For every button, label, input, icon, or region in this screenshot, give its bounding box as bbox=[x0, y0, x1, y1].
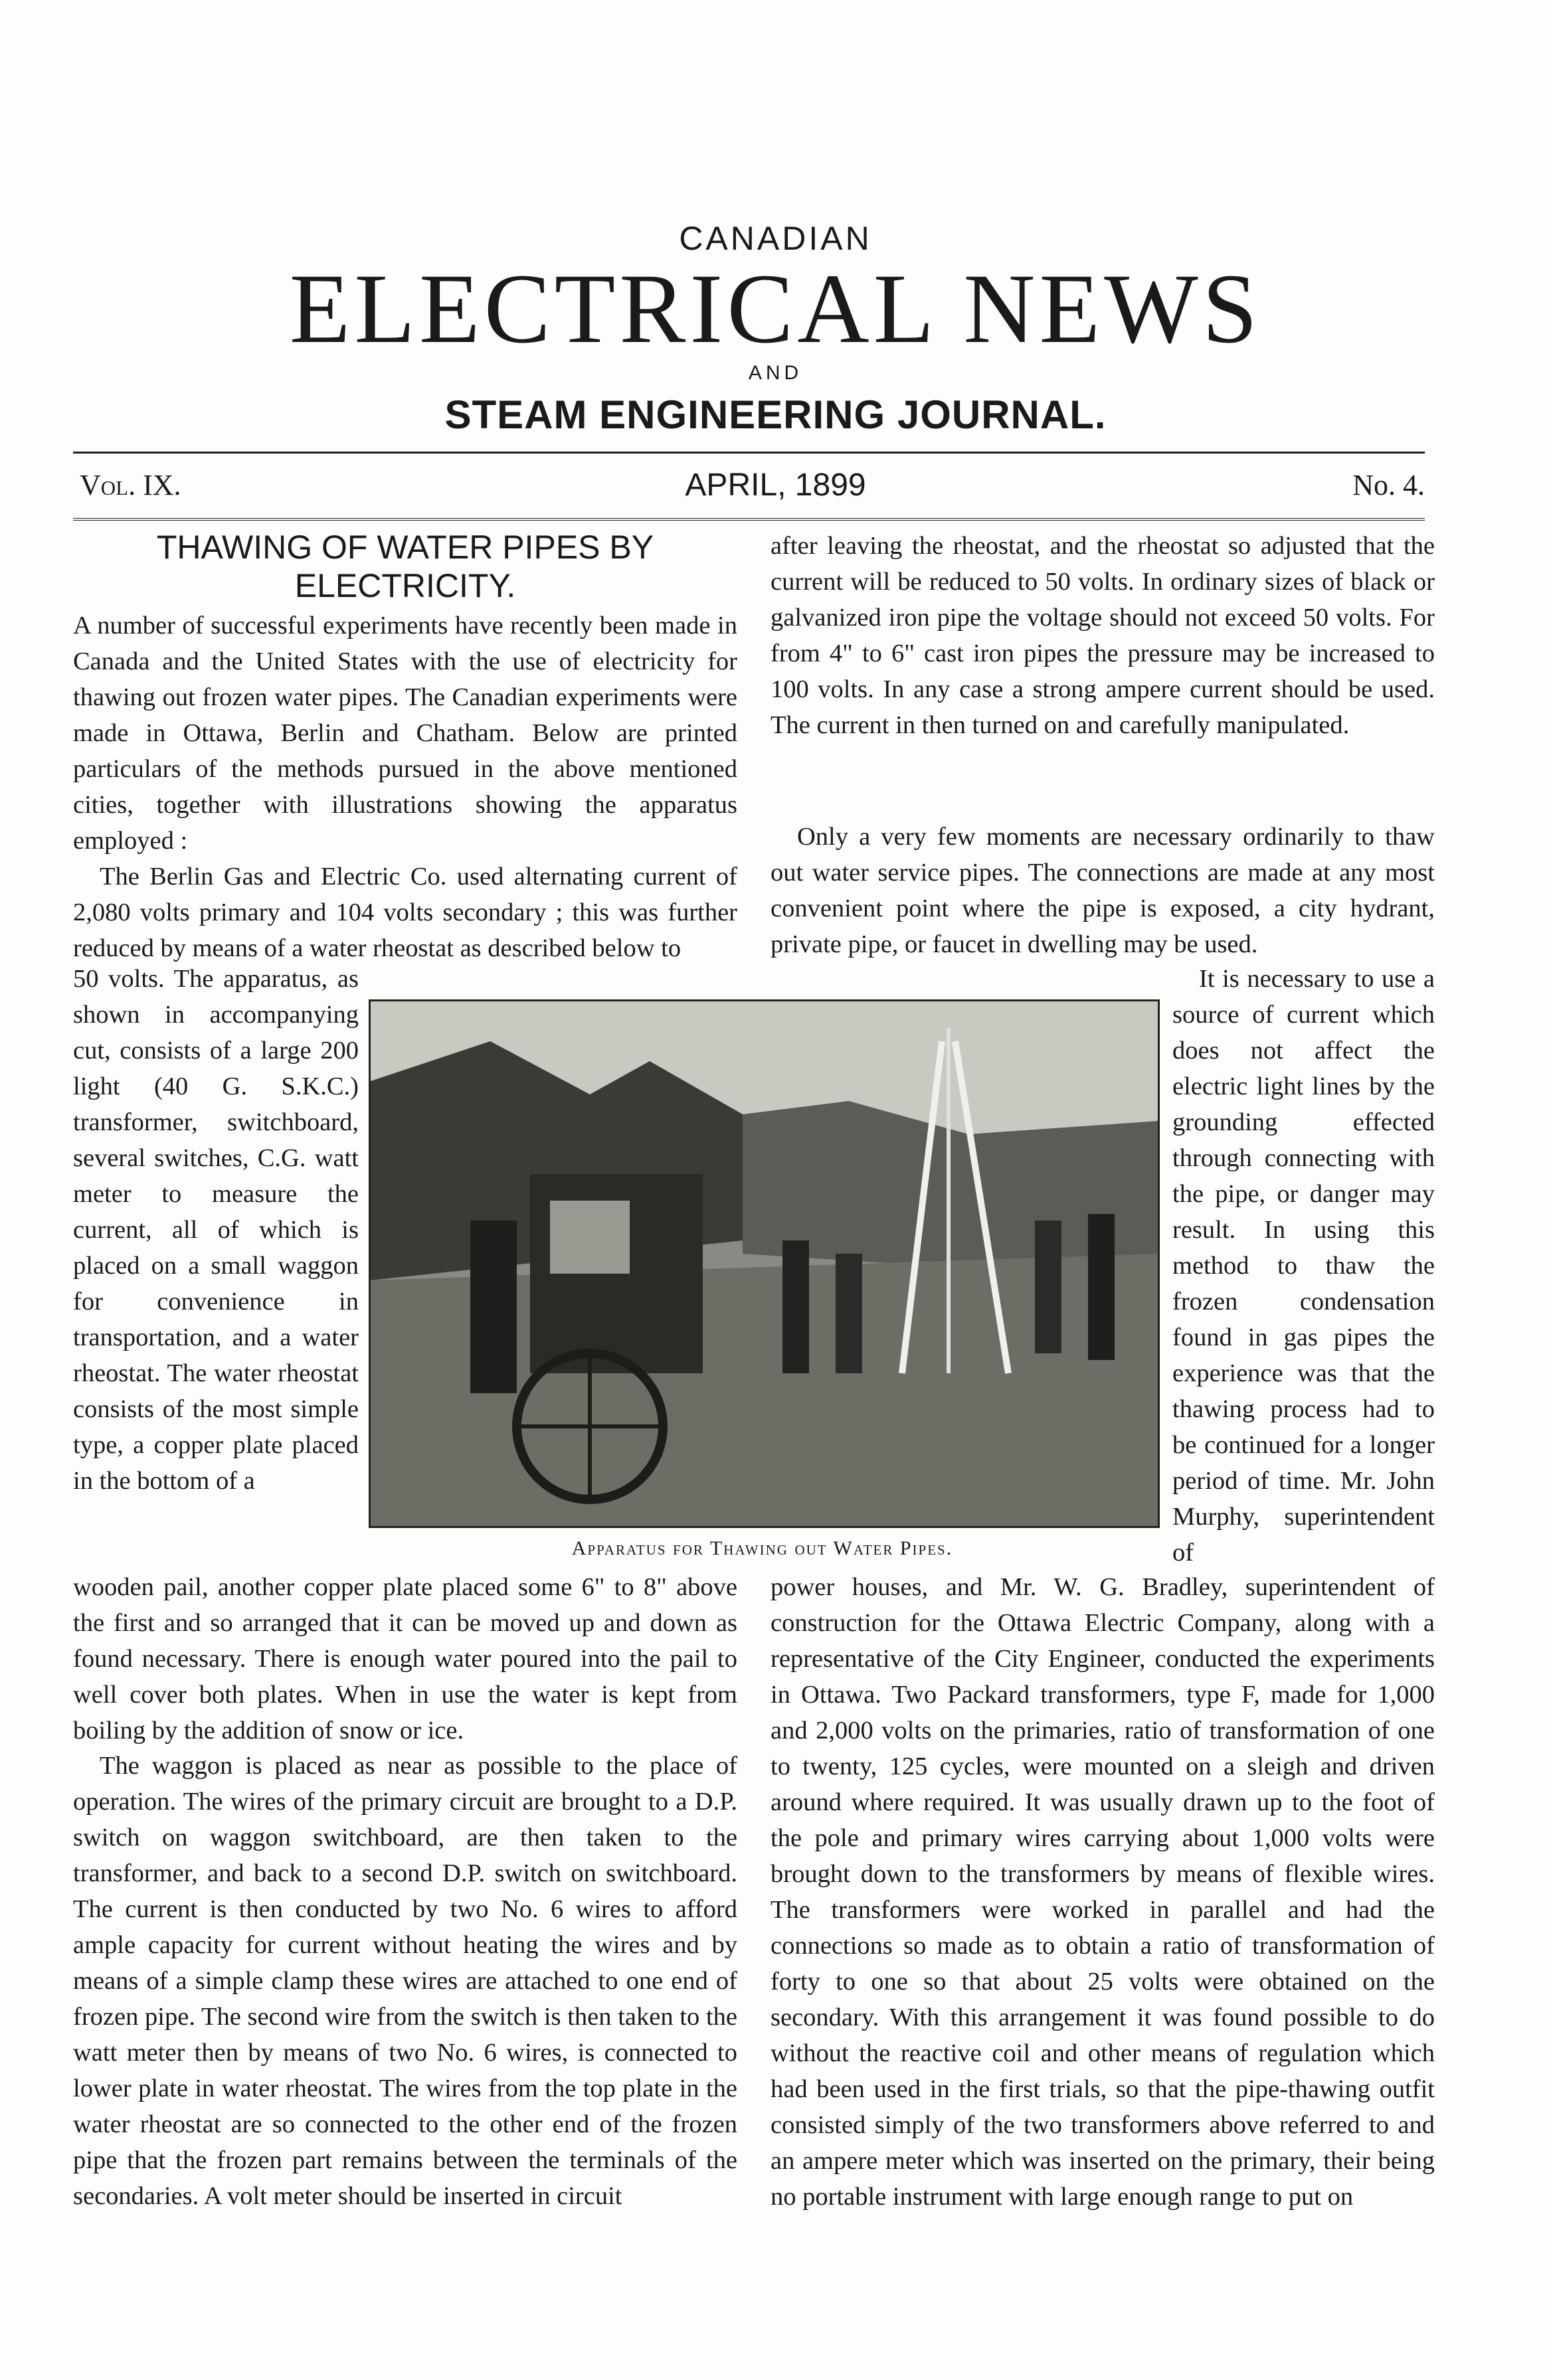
paragraph-rheostat: after leaving the rheostat, and the rheostat so adjusted that the current will be reduced to 50 volts. In ordinary sizes of black or galvanized iron pipe the voltage should not exceed 50 volts. For from 4" to 6" cast iron pipes the pressure may be increased to 100 volts. In any case a strong ampere current should be used. The current in then turned on and carefully manipulated. bbox=[771, 532, 1435, 739]
article-photo bbox=[369, 999, 1160, 1528]
right-column-top bbox=[771, 528, 1435, 743]
paragraph-pail: wooden pail, another copper plate placed some 6" to 8" above the first and so arranged that it can be moved up and down as found necessary. There is enough water poured into the pail to well cover both plates. When in use the water is kept from boiling by the addition of snow or ice. bbox=[73, 1573, 737, 1744]
volume-label: Vol. IX. bbox=[80, 469, 181, 501]
masthead-title: ELECTRICAL NEWS bbox=[289, 254, 1262, 364]
issue-date: APRIL, 1899 bbox=[685, 468, 866, 503]
left-column-top bbox=[73, 608, 737, 966]
right-column-bottom bbox=[771, 1569, 1435, 2215]
masthead-rule-bottom bbox=[73, 518, 1425, 521]
left-column-bottom-2 bbox=[73, 1748, 737, 2214]
paragraph-moments: Only a very few moments are necessary ordinarily to thaw out water service pipes. The connections are made at any most convenient point where the pipe is exposed, a city hydrant, private pipe, or faucet in dwelling may be used. bbox=[771, 823, 1435, 958]
left-column-bottom bbox=[73, 1569, 737, 1748]
masthead-and: AND bbox=[748, 362, 803, 384]
right-column-narrow bbox=[1172, 961, 1435, 1571]
paragraph-source: It is necessary to use a source of current which does not affect the electric light lines by the grounding effected through connecting with the pipe, or danger may result. In using this method to thaw the frozen condensation found in gas pipes the experience was that the thawing process had to be continued for a longer period of time. Mr. John Murphy, superintendent of bbox=[1172, 965, 1435, 1567]
masthead-rule-top bbox=[73, 452, 1425, 454]
masthead-subtitle: STEAM ENGINEERING JOURNAL. bbox=[444, 392, 1107, 437]
article-headline: THAWING OF WATER PIPES BY ELECTRICITY. bbox=[156, 529, 654, 604]
paragraph-waggon: The waggon is placed as near as possible to the place of operation. The wires of the primary circuit are brought to a D.P. switch on waggon switchboard, are then taken to the transformer, and back to a second D.P. switch on switchboard. The current is then conducted by two No. 6 wires to afford ample capacity for current without heating the wires and by means of a simple clamp these wires are attached to one end of frozen pipe. The second wire from the switch is then taken to the watt meter then by means of two No. 6 wires, is connected to lower plate in water rheostat. The wires from the top plate in the water rheostat are so connected to the other end of the frozen pipe that the frozen part remains between the terminals of the secondaries. A volt meter should be inserted in circuit bbox=[73, 1752, 737, 2210]
paragraph-ottawa: power houses, and Mr. W. G. Bradley, superintendent of construction for the Ottawa Electric Company, along with a representative of the City Engineer, conducted the experiments in Ottawa. Two Packard transformers, type F, made for 1,000 and 2,000 volts on the primaries, ratio of transformation of one to twenty, 125 cycles, were mounted on a sleigh and driven around where required. It was usually drawn up to the foot of the pole and primary wires carrying about 1,000 volts were brought down to the transformers by means of flexible wires. The transformers were worked in parallel and had the connections so made as to obtain a ratio of transformation of forty to one so that about 25 volts were obtained on the secondary. With this arrangement it was found possible to do without the reactive coil and other means of regulation which had been used in the first trials, so that the pipe-thawing outfit consisted simply of the two transformers above referred to and an ampere meter which was inserted on the primary, their being no portable instrument with large enough range to put on bbox=[771, 1573, 1435, 2211]
right-column-mid bbox=[771, 819, 1435, 962]
left-column-narrow bbox=[73, 961, 359, 1499]
issue-number: No. 4. bbox=[1352, 469, 1425, 501]
photo-illustration bbox=[371, 1001, 1158, 1526]
paragraph-apparatus: 50 volts. The apparatus, as shown in accompanying cut, consists of a large 200 light (40 G. S.K.C.) transformer, switchboard, several switches, C.G. watt meter to measure the current, all of which is placed on a small waggon for convenience in transportation, and a water rheostat. The water rheostat consists of the most simple type, a copper plate placed in the bottom of a bbox=[73, 965, 359, 1495]
paragraph-berlin: The Berlin Gas and Electric Co. used alternating current of 2,080 volts primary and 104 volts secondary ; this was further reduced by means of a water rheostat as described below to bbox=[73, 863, 737, 962]
paragraph-intro: A number of successful experiments have recently been made in Canada and the United States with the use of electricity for thawing out frozen water pipes. The Canadian experiments were made in Ottawa, Berlin and Chatham. Below are printed particulars of the methods pursued in the above mentioned cities, together with illustrations showing the apparatus employed : bbox=[73, 612, 737, 855]
photo-caption: Apparatus for Thawing out Water Pipes. bbox=[571, 1537, 953, 1559]
masthead-canadian: CANADIAN bbox=[679, 220, 872, 257]
